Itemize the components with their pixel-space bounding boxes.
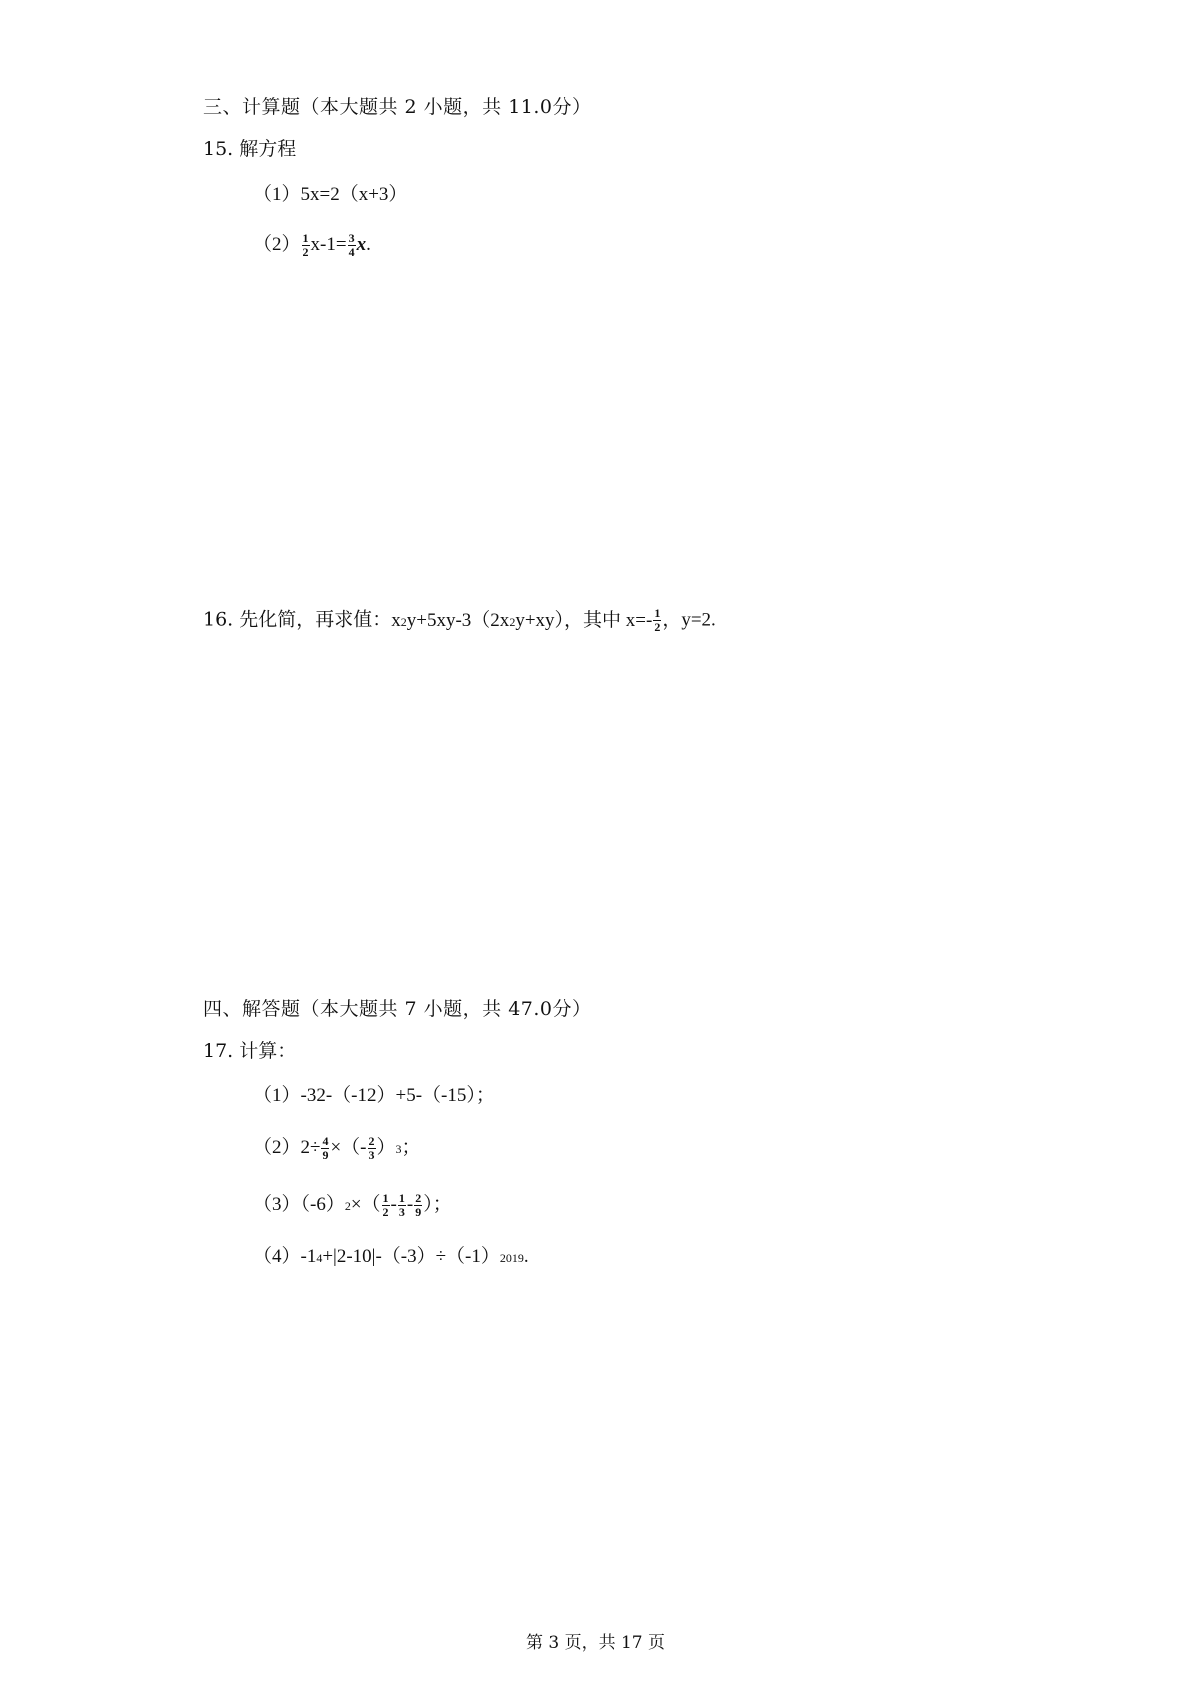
section-3-heading: 三、计算题（本大题共 2 小题，共 11.0分） — [203, 96, 592, 118]
exponent: 3 — [395, 1141, 402, 1156]
question-15-part-2: （2） $\frac{1}{2}$ x-1= $\frac{3}{4}$ x. — [253, 231, 371, 259]
section-4-heading: 四、解答题（本大题共 7 小题，共 47.0分） — [203, 998, 592, 1020]
fraction-three-quarters: $\frac{3}{4}$ — [348, 231, 355, 259]
expression-text: x-1= — [310, 233, 347, 255]
exponent: 4 — [316, 1251, 323, 1265]
question-17-part-2: （2）2÷ $\frac{4}{9}$ ×（- $\frac{2}{3}$ ）3； — [253, 1134, 421, 1162]
expression-text: x2y+5xy-3（2x2y+xy），其中 x=- — [391, 609, 653, 631]
fraction-four-ninths: $\frac{4}{9}$ — [322, 1134, 329, 1162]
question-16 — [203, 607, 716, 634]
fraction-one-third: $\frac{1}{3}$ — [398, 1191, 405, 1219]
fraction-one-half: $\frac{1}{2}$ — [302, 231, 309, 259]
variable-x: x — [356, 233, 367, 255]
fraction-two-ninths: $\frac{2}{9}$ — [415, 1191, 422, 1219]
fraction-one-half: $\frac{1}{2}$ — [654, 606, 661, 634]
question-16-prefix: 16. 先化简，再求值： — [203, 608, 392, 631]
question-17-title: 17. 计算： — [203, 1040, 297, 1062]
question-17-part-4: （4）-14+|2-10|-（-3）÷（-1）2019. — [253, 1246, 529, 1267]
page-footer: 第 3 页，共 17 页 — [525, 1633, 666, 1653]
fraction-two-thirds: $\frac{2}{3}$ — [368, 1134, 375, 1162]
question-17-part-1: （1）-32-（-12）+5-（-15）； — [253, 1085, 495, 1106]
question-15-part-1: （1）5x=2（x+3） — [253, 184, 408, 205]
part-label: （2） — [253, 233, 301, 255]
question-17-part-3: （3）（-6）2×（ $\frac{1}{2}$ - $\frac{1}{3}$ - $\frac{2}{9}$ ）； — [253, 1191, 452, 1219]
fraction-one-half: $\frac{1}{2}$ — [382, 1191, 389, 1219]
expression-tail: ，y=2. — [662, 609, 716, 631]
question-15-title: 15. 解方程 — [203, 138, 297, 160]
exponent: 2 — [344, 1198, 351, 1213]
exponent: 2019 — [499, 1251, 524, 1265]
